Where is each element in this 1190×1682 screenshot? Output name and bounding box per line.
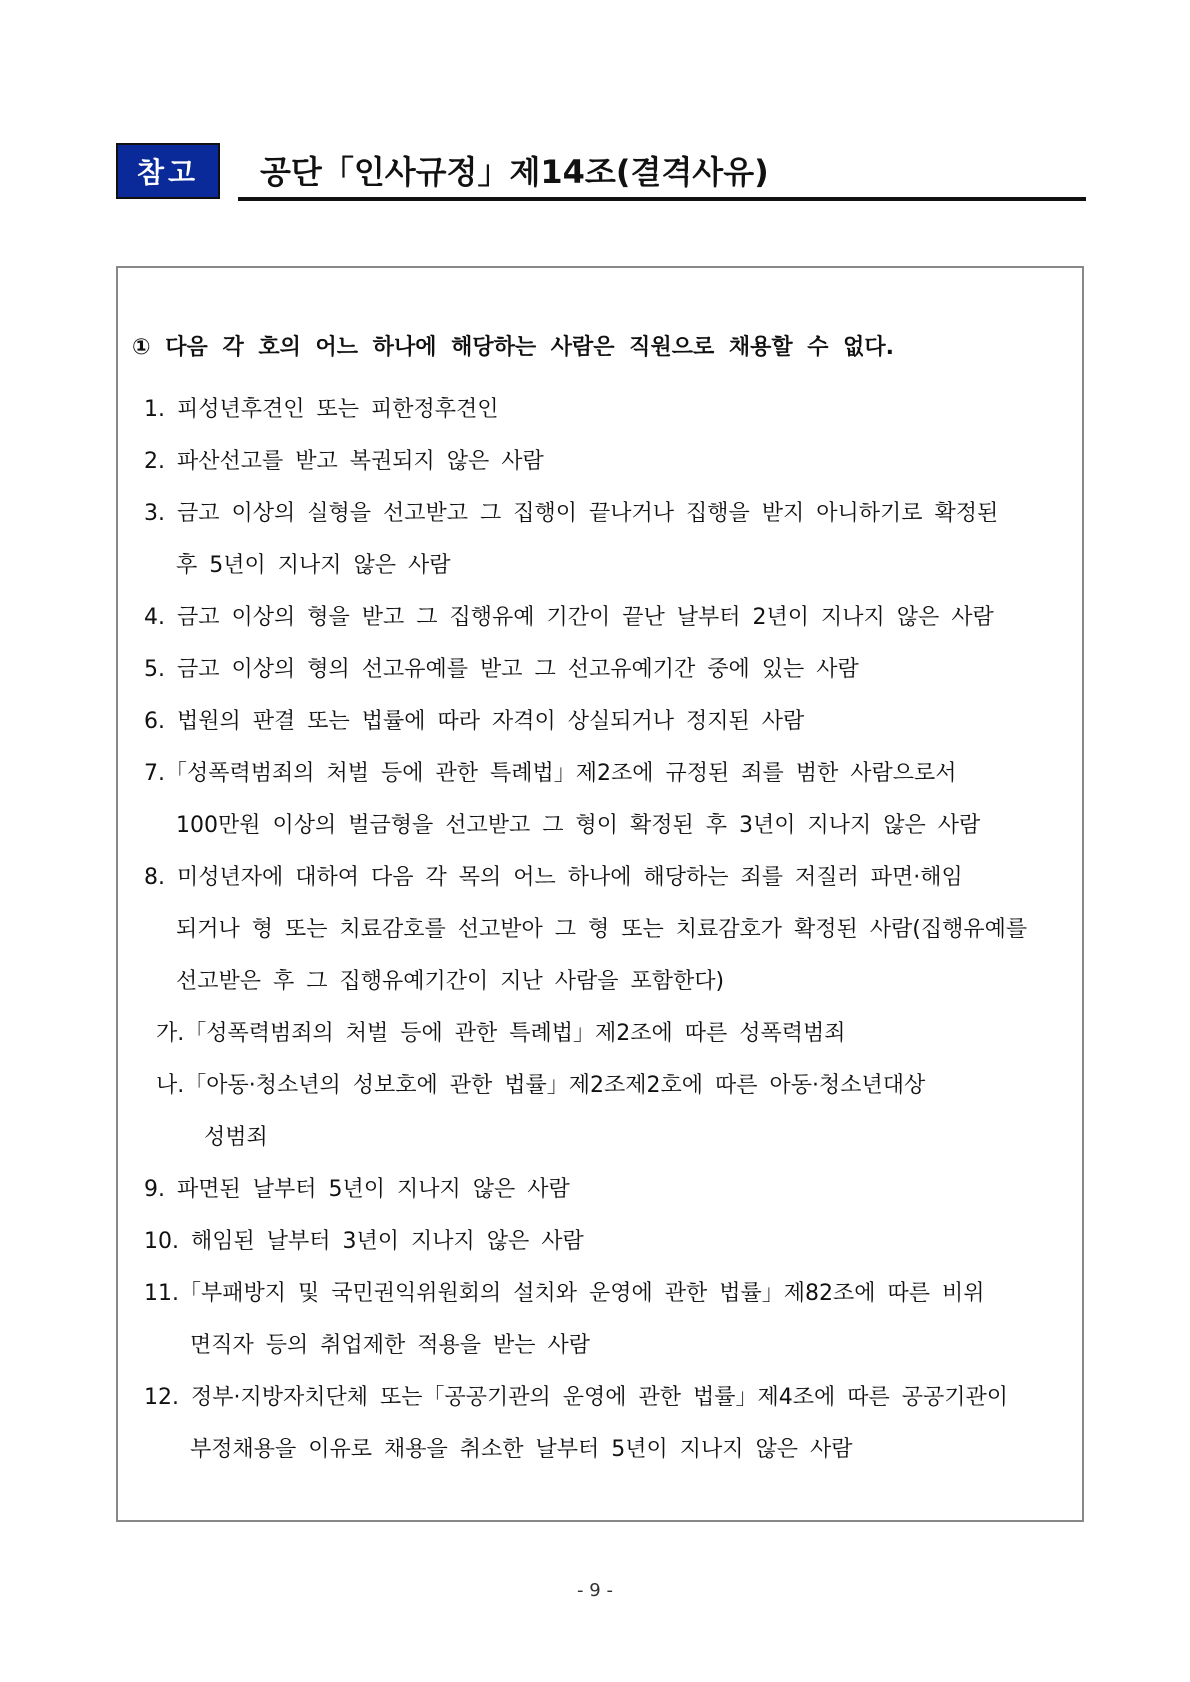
list-item-5-line-1: 5. 금고 이상의 형의 선고유예를 받고 그 선고유예기간 중에 있는 사람: [144, 657, 859, 682]
title-underline: [238, 197, 1086, 201]
list-item-7-line-2: 100만원 이상의 벌금형을 선고받고 그 형이 확정된 후 3년이 지나지 않은 사람: [176, 813, 981, 838]
list-item-4-line-1: 4. 금고 이상의 형을 받고 그 집행유예 기간이 끝난 날부터 2년이 지나지 않은 사람: [144, 605, 994, 630]
list-item-11-line-1: 11.「부패방지 및 국민권익위원회의 설치와 운영에 관한 법률」제82조에 따른 비위: [144, 1281, 985, 1306]
list-item-11-line-2: 면직자 등의 취업제한 적용을 받는 사람: [190, 1333, 590, 1358]
list-item-9-line-1: 9. 파면된 날부터 5년이 지나지 않은 사람: [144, 1177, 570, 1202]
page-title: 공단「인사규정」제14조(결격사유): [260, 153, 769, 191]
list-item-7-line-1: 7.「성폭력범죄의 처벌 등에 관한 특례법」제2조에 규정된 죄를 범한 사람으로서: [144, 761, 957, 786]
list-item-8-line-1: 8. 미성년자에 대하여 다음 각 목의 어느 하나에 해당하는 죄를 저질러 파면·해임: [144, 865, 963, 890]
list-item-3-line-1: 3. 금고 이상의 실형을 선고받고 그 집행이 끝나거나 집행을 받지 아니하기로 확정된: [144, 501, 999, 526]
sub-item-na-line-1: 나.「아동·청소년의 성보호에 관한 법률」제2조제2호에 따른 아동·청소년대상: [156, 1073, 926, 1098]
list-item-3-line-2: 후 5년이 지나지 않은 사람: [176, 553, 451, 578]
page-number: - 9 -: [577, 1580, 613, 1601]
list-item-8-line-3: 선고받은 후 그 집행유예기간이 지난 사람을 포함한다): [176, 969, 725, 994]
sub-item-ga-line-1: 가.「성폭력범죄의 처벌 등에 관한 특례법」제2조에 따른 성폭력범죄: [156, 1021, 846, 1046]
section-header: [116, 143, 1086, 203]
reference-badge: 참고: [116, 143, 220, 199]
list-item-8-line-2: 되거나 형 또는 치료감호를 선고받아 그 형 또는 치료감호가 확정된 사람(집행유예를: [176, 917, 1028, 942]
list-item-10-line-1: 10. 해임된 날부터 3년이 지나지 않은 사람: [144, 1229, 584, 1254]
clause-heading: ① 다음 각 호의 어느 하나에 해당하는 사람은 직원으로 채용할 수 없다.: [132, 335, 895, 360]
list-item-6-line-1: 6. 법원의 판결 또는 법률에 따라 자격이 상실되거나 정지된 사람: [144, 709, 805, 734]
list-item-1-line-1: 1. 피성년후견인 또는 피한정후견인: [144, 397, 499, 422]
list-item-12-line-2: 부정채용을 이유로 채용을 취소한 날부터 5년이 지나지 않은 사람: [190, 1437, 853, 1462]
list-item-12-line-1: 12. 정부·지방자치단체 또는「공공기관의 운영에 관한 법률」제4조에 따른 공공기관이: [144, 1385, 1008, 1410]
list-item-2-line-1: 2. 파산선고를 받고 복권되지 않은 사람: [144, 449, 544, 474]
sub-item-na-line-2: 성범죄: [204, 1125, 268, 1150]
